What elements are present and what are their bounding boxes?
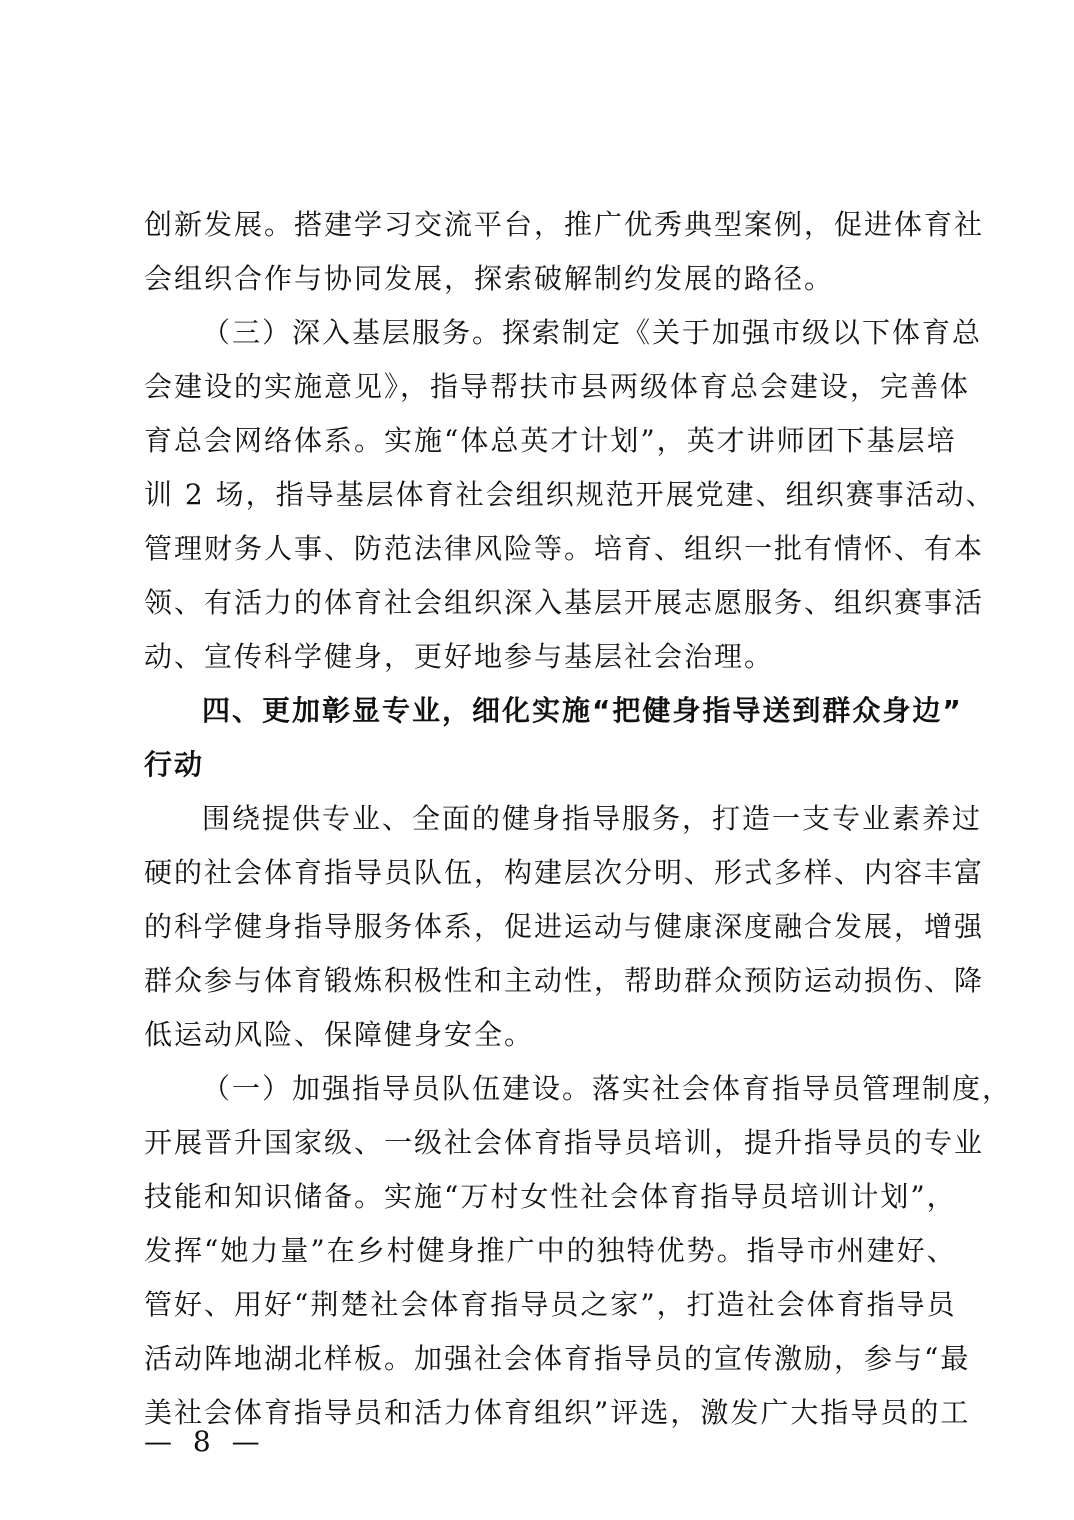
body-text-line: 技能和知识储备。实施“万村女性社会体育指导员培训计划”， <box>144 1180 957 1213</box>
body-text-line: 育总会网络体系。实施“体总英才计划”，英才讲师团下基层培 <box>144 424 957 457</box>
body-text-line: 群众参与体育锻炼积极性和主动性，帮助群众预防运动损伤、降 <box>144 964 985 997</box>
body-text-line: 开展晋升国家级、一级社会体育指导员培训，提升指导员的专业 <box>144 1126 985 1159</box>
body-text-line: 的科学健身指导服务体系，促进运动与健康深度融合发展，增强 <box>144 910 985 943</box>
body-text-line: 训 2 场，指导基层体育社会组织规范开展党建、组织赛事活动、 <box>144 478 996 511</box>
paragraph-line: 围绕提供专业、全面的健身指导服务，打造一支专业素养过 <box>202 802 983 835</box>
body-text-line: 美社会体育指导员和活力体育组织”评选，激发广大指导员的工 <box>144 1396 971 1429</box>
body-text-line: 会组织合作与协同发展，探索破解制约发展的路径。 <box>144 262 835 295</box>
body-text-line: 管好、用好“荆楚社会体育指导员之家”，打造社会体育指导员 <box>144 1288 957 1321</box>
body-text-line: 创新发展。搭建学习交流平台，推广优秀典型案例，促进体育社 <box>144 208 985 241</box>
body-text-line: 会建设的实施意见》，指导帮扶市县两级体育总会建设，完善体 <box>144 370 971 403</box>
body-text-line: 低运动风险、保障健身安全。 <box>144 1018 535 1051</box>
body-text-line: 管理财务人事、防范法律风险等。培育、组织一批有情怀、有本 <box>144 532 985 565</box>
section-heading: 四、更加彰显专业，细化实施“把健身指导送到群众身边” <box>202 694 963 727</box>
body-text-line: 活动阵地湖北样板。加强社会体育指导员的宣传激励，参与“最 <box>144 1342 971 1375</box>
subsection-paragraph-line: （三）深入基层服务。探索制定《关于加强市级以下体育总 <box>202 316 983 349</box>
section-heading-continuation: 行动 <box>144 748 205 781</box>
subsection-paragraph-line: （一）加强指导员队伍建设。落实社会体育指导员管理制度， <box>202 1072 1013 1105</box>
body-text-line: 硬的社会体育指导员队伍，构建层次分明、形式多样、内容丰富 <box>144 856 985 889</box>
body-text-line: 动、宣传科学健身，更好地参与基层社会治理。 <box>144 640 775 673</box>
body-text-line: 发挥“她力量”在乡村健身推广中的独特优势。指导市州建好、 <box>144 1234 957 1267</box>
page-number: — 8 — <box>144 1425 266 1458</box>
body-text-line: 领、有活力的体育社会组织深入基层开展志愿服务、组织赛事活 <box>144 586 985 619</box>
document-body <box>144 198 1013 1440</box>
